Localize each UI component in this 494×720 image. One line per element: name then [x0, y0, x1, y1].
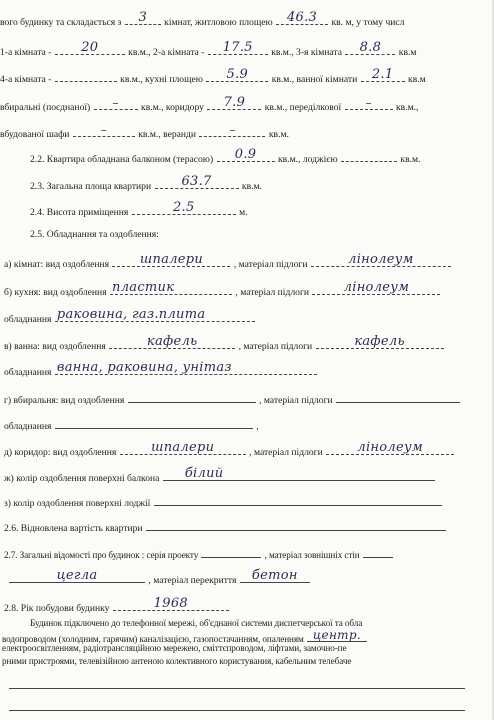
balcony-color-line — [4, 466, 436, 484]
rooms-finish-line — [4, 252, 452, 270]
handwritten-value: 0.9 — [234, 147, 257, 162]
handwritten-value: кафель — [146, 334, 198, 349]
corridor-finish-line — [4, 440, 455, 458]
wall-material-field — [9, 570, 145, 583]
text: кв.м., переділкової — [264, 102, 342, 113]
text: б) кухня: вид оздоблення — [4, 287, 107, 298]
bathroom-finish-field — [109, 336, 235, 349]
toilet-corridor-line — [0, 95, 419, 113]
handwritten-value: білий — [184, 466, 224, 481]
text: вбиральні (поєднаної) — [0, 102, 91, 113]
text: електроосвітленням, радіотрансляційною мережею, сміттєпроводом, ліфтами, замочно-пе — [2, 643, 347, 653]
text: , матеріал підлоги — [233, 259, 308, 270]
text: обладнання — [4, 421, 52, 432]
text: д) коридор: вид оздоблення — [4, 447, 117, 458]
text: кв.м. — [241, 181, 262, 192]
handwritten-value: ванна, раковина, унітаз — [56, 360, 232, 375]
text: кв.м., 3-я кімната — [271, 47, 342, 58]
rooms-count-line — [0, 10, 405, 28]
room1-area-field — [55, 42, 125, 55]
kitchen-equipment-line — [4, 307, 256, 325]
text: кв.м., кухні площею — [120, 74, 203, 85]
handwritten-value: 2.1 — [371, 67, 394, 82]
text: 2.7. Загальні відомості про будинок : серія проекту — [4, 550, 199, 560]
text: рними пристроями, телевізійною антеною колективного користування, кабельним телебаче — [2, 656, 352, 666]
handwritten-value: пластик — [112, 280, 175, 295]
kitchen-equipment-field — [55, 309, 255, 322]
text: кв.м — [408, 74, 426, 85]
total-area-field — [155, 176, 239, 189]
toilet-equipment-line — [4, 416, 259, 432]
toilet-floor-field — [336, 390, 460, 403]
text: 2.6. Відновлена вартість квартири — [4, 523, 143, 534]
text: 2.8. Рік побудови будинку — [4, 603, 110, 614]
text: кв. м, у тому числ — [331, 17, 405, 28]
bathroom-equipment-line — [4, 360, 318, 378]
text: , матеріал підлоги — [249, 447, 323, 458]
veranda-area-field — [199, 124, 265, 137]
handwritten-value: центр. — [312, 628, 361, 642]
closet-veranda-line — [0, 123, 289, 140]
utilities-paragraph-3 — [2, 642, 346, 655]
balcony-area-field — [217, 149, 275, 162]
rooms-finish-field — [112, 254, 230, 267]
kitchen-finish-field — [110, 282, 232, 295]
handwritten-value: шпалери — [151, 440, 215, 455]
text: вбудованої шафи — [0, 129, 70, 140]
ceiling-height-field — [132, 202, 236, 215]
text: кв.м., лоджією — [277, 154, 338, 165]
utilities-paragraph-4 — [2, 655, 351, 668]
restored-value-line — [4, 518, 447, 534]
text: кімнат, житловою площею — [164, 17, 273, 28]
wall-material-field-start — [363, 545, 393, 558]
handwritten-value: – — [365, 96, 372, 110]
handwritten-value: раковина, газ.плита — [56, 307, 206, 322]
text: а) кімнат: вид оздоблення — [4, 259, 110, 270]
text: , матеріал підлоги — [259, 395, 333, 406]
handwritten-value: – — [112, 96, 119, 110]
restored-value-field — [146, 518, 446, 531]
text: кв.м., ванної кімнати — [271, 74, 358, 85]
text: Будинок підключено до телефонної мережі, об'єднаної системи диспетчерської та обла — [30, 618, 363, 628]
utilities-paragraph-2 — [2, 629, 368, 642]
corridor-finish-field — [120, 442, 246, 455]
heating-field — [307, 629, 367, 642]
text: в) ванна: вид оздоблення — [4, 341, 106, 352]
text: з) колір оздоблення поверхні лоджії — [4, 498, 151, 509]
materials-line — [8, 568, 311, 586]
handwritten-value: 5.9 — [226, 67, 249, 82]
text: обладнання — [4, 367, 52, 378]
handwritten-value: 8.8 — [359, 40, 382, 55]
handwritten-value: лінолеум — [348, 252, 414, 267]
toilet-area-field — [94, 97, 138, 110]
bathroom-area-field — [361, 69, 405, 82]
handwritten-value: лінолеум — [343, 280, 410, 295]
blank-line — [8, 698, 466, 711]
balcony-color-field — [163, 468, 435, 481]
blank-line — [8, 676, 466, 689]
project-series-field — [201, 545, 261, 558]
kitchen-finish-line — [4, 280, 441, 298]
text: вого будинку та складається з — [0, 17, 122, 28]
floor-slab-material-field — [240, 570, 310, 583]
handwritten-value: бетон — [251, 568, 298, 583]
text: кв.м. — [268, 129, 289, 140]
bathroom-floor-field — [316, 336, 444, 349]
total-area-line — [30, 174, 262, 192]
closet-area-field — [73, 124, 135, 137]
handwritten-value: – — [229, 123, 236, 137]
handwritten-value: 1968 — [153, 596, 188, 611]
toilet-finish-field — [128, 390, 256, 403]
text: кв.м., коридору — [141, 102, 204, 113]
living-area-field — [276, 12, 328, 25]
ceiling-height-line — [30, 200, 248, 218]
handwritten-value: лінолеум — [357, 440, 423, 455]
handwritten-value: кафель — [354, 334, 405, 349]
text: , матеріал підлоги — [238, 341, 313, 352]
blank-field — [9, 698, 465, 711]
text: кв.м. — [400, 154, 421, 165]
section-heading: 2.5. Обладнання та оздоблення: — [30, 229, 159, 240]
text: , — [256, 421, 259, 432]
text: обладнання — [4, 314, 52, 325]
handwritten-value: шпалери — [139, 252, 204, 267]
text: 2.4. Висота приміщення — [30, 207, 129, 218]
text: м. — [239, 207, 248, 218]
text: , матеріал підлоги — [235, 287, 310, 298]
text: кв.м., — [396, 102, 419, 113]
toilet-finish-line — [4, 390, 461, 406]
text: г) вбиральня: вид оздоблення — [4, 395, 125, 406]
corridor-area-field — [207, 97, 261, 110]
handwritten-value: 46.3 — [286, 10, 318, 25]
room2-area-field — [208, 42, 268, 55]
handwritten-value: 2.5 — [172, 200, 195, 215]
handwritten-value: 17.5 — [222, 40, 253, 55]
text: ж) колір оздоблення поверхні балкона — [4, 473, 160, 484]
corridor-floor-field — [326, 442, 454, 455]
build-year-line — [4, 596, 230, 614]
bathroom-equipment-field — [55, 362, 317, 375]
text: кв.м., 2-а кімната - — [128, 47, 205, 58]
bathroom-finish-line — [4, 334, 445, 352]
handwritten-value: цегла — [56, 568, 98, 583]
loggia-area-field — [341, 149, 397, 162]
room4-area-field — [55, 69, 117, 82]
text: 2.2. Квартира обладнана балконом (терасою) — [30, 154, 214, 165]
vestibule-area-field — [345, 97, 393, 110]
handwritten-value: 63.7 — [181, 174, 212, 189]
text: 4-а кімната - — [0, 74, 52, 85]
blank-field — [9, 676, 465, 689]
room3-area-field — [345, 42, 395, 55]
section-2-5-heading — [30, 228, 159, 241]
loggia-color-line — [4, 493, 443, 509]
text: 1-а кімната - — [0, 47, 52, 58]
handwritten-value: 20 — [81, 40, 99, 55]
text: 2.3. Загальна площа квартири — [30, 181, 152, 192]
kitchen-floor-field — [312, 282, 440, 295]
kitchen-area-field — [206, 69, 268, 82]
kitchen-area-line — [0, 67, 426, 85]
room-areas-line — [0, 40, 417, 58]
text: кв.м — [398, 47, 417, 58]
text: , матеріал зовнішніх стін — [264, 550, 360, 560]
build-year-field — [113, 598, 229, 611]
balcony-line — [30, 147, 421, 165]
handwritten-value: 3 — [138, 10, 148, 25]
handwritten-value: – — [100, 123, 108, 137]
toilet-equipment-field — [55, 416, 253, 429]
rooms-floor-field — [311, 254, 451, 267]
loggia-color-field — [154, 493, 442, 506]
handwritten-value: 7.9 — [223, 95, 246, 110]
rooms-count-field — [125, 12, 161, 25]
text: кв.м., веранди — [138, 129, 197, 140]
building-info-line — [4, 545, 394, 558]
text: , матеріал перекриття — [148, 575, 237, 586]
text: водопроводом (холодним, гарячим) каналізацією, газопостачанням, опаленням — [2, 634, 304, 644]
